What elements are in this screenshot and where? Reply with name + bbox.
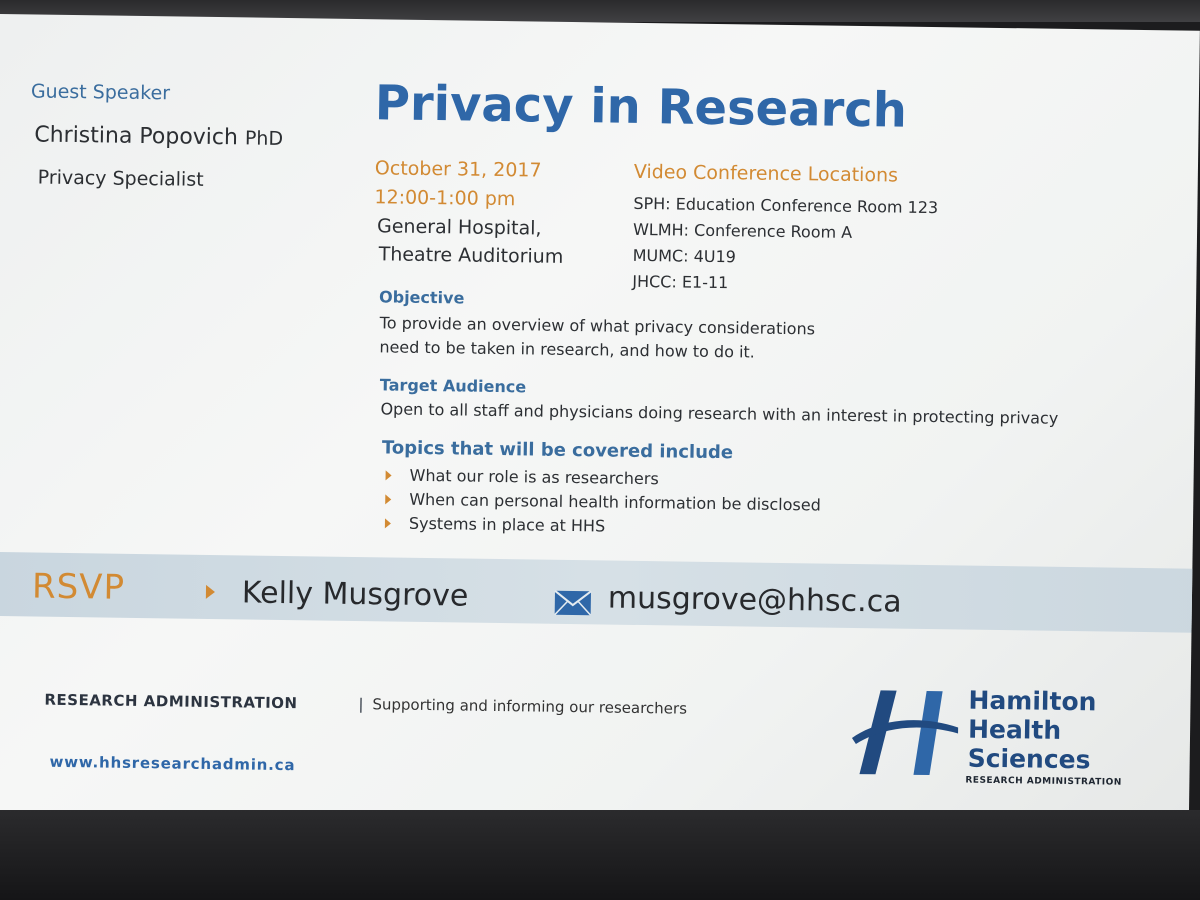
event-venue-line1: General Hospital,	[376, 215, 542, 240]
monitor-bezel-bottom	[0, 810, 1200, 900]
hhs-logo-subtitle: RESEARCH ADMINISTRATION	[965, 775, 1122, 788]
speaker-role: Privacy Specialist	[37, 166, 204, 191]
rsvp-arrow-icon	[206, 585, 215, 599]
rsvp-contact-name: Kelly Musgrove	[241, 575, 469, 614]
guest-speaker-label: Guest Speaker	[30, 80, 171, 105]
logo-line: Hamilton	[968, 685, 1097, 717]
topic-text: What our role is as researchers	[409, 465, 659, 489]
objective-line: need to be taken in research, and how to do it.	[379, 337, 755, 362]
logo-line: Sciences	[967, 743, 1091, 775]
hhs-logo-text	[968, 686, 1097, 775]
speaker-full-name: Christina Popovich	[34, 122, 239, 151]
event-date: October 31, 2017	[374, 157, 542, 182]
video-conference-title: Video Conference Locations	[633, 160, 899, 187]
topic-text: When can personal health information be disclosed	[409, 489, 821, 515]
logo-line: Health	[967, 714, 1062, 745]
objective-text	[379, 311, 815, 365]
rsvp-email-link[interactable]: musgrove@hhsc.ca	[607, 580, 902, 620]
bullet-arrow-icon	[386, 470, 392, 480]
envelope-icon	[554, 590, 592, 617]
speaker-name	[34, 122, 283, 150]
footer-separator: |	[358, 695, 364, 714]
audience-heading: Target Audience	[379, 375, 527, 397]
bullet-arrow-icon	[385, 518, 391, 528]
event-time: 12:00-1:00 pm	[374, 186, 516, 211]
topics-heading: Topics that will be covered include	[381, 437, 734, 464]
poster-screen	[0, 14, 1200, 831]
event-venue-line2: Theatre Auditorium	[378, 243, 564, 268]
objective-heading: Objective	[378, 287, 465, 308]
hhs-logo-icon	[849, 686, 960, 780]
audience-text: Open to all staff and physicians doing research with an interest in protecting privacy	[380, 399, 1059, 428]
topic-text: Systems in place at HHS	[408, 513, 606, 536]
page-title: Privacy in Research	[374, 75, 908, 139]
footer-tagline: Supporting and informing our researchers	[372, 695, 688, 718]
rsvp-band	[0, 552, 1200, 633]
speaker-degree: PhD	[244, 127, 284, 150]
topics-list	[385, 463, 822, 541]
vc-location-item: JHCC: E1-11	[632, 271, 729, 293]
vc-location-item: SPH: Education Conference Room 123	[633, 193, 939, 218]
vc-location-item: MUMC: 4U19	[632, 245, 737, 267]
rsvp-label: RSVP	[31, 566, 126, 608]
objective-line: To provide an overview of what privacy considerations	[379, 313, 816, 339]
footer-org: RESEARCH ADMINISTRATION	[44, 690, 298, 713]
footer-url-link[interactable]: www.hhsresearchadmin.ca	[49, 752, 296, 775]
video-conference-list	[632, 191, 938, 299]
vc-location-item: WLMH: Conference Room A	[632, 219, 853, 242]
bullet-arrow-icon	[385, 494, 391, 504]
